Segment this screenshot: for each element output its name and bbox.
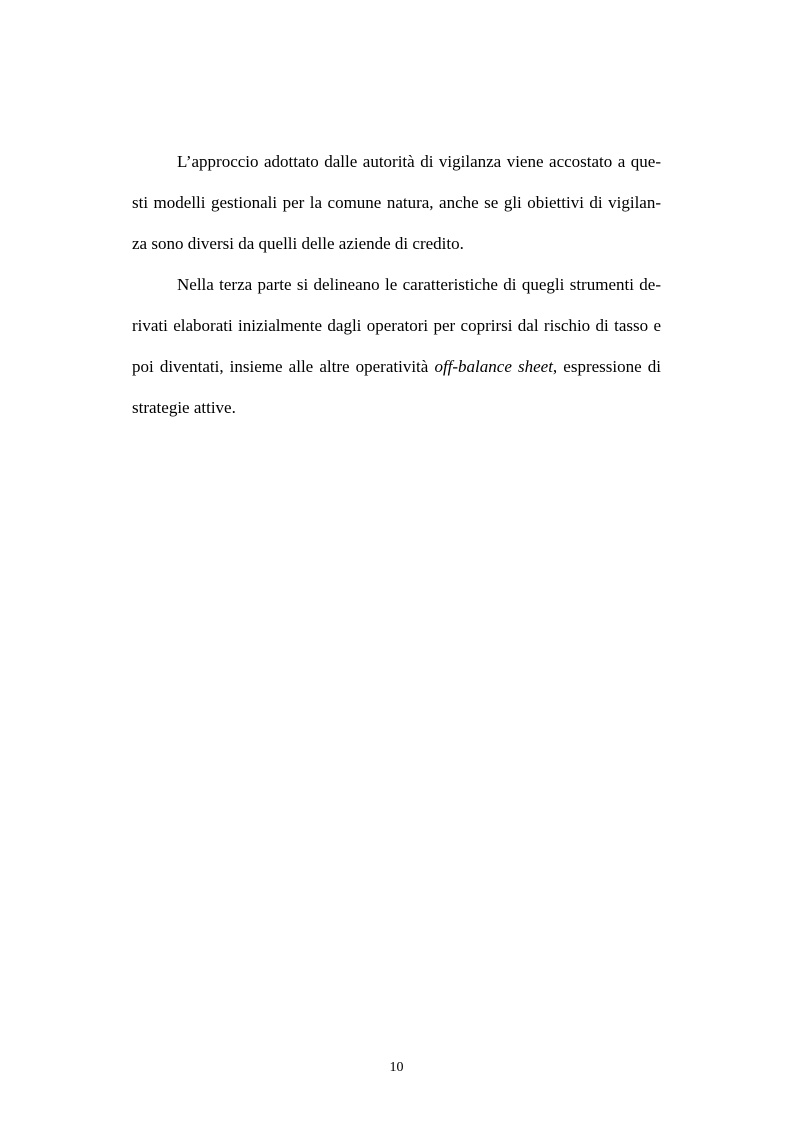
paragraph-2-line-2: rivati elaborati inizialmente dagli operatori per coprirsi dal rischio di tasso e — [132, 316, 661, 335]
paragraph-1-line-2: sti modelli gestionali per la comune natura, anche se gli obiettivi di vigilan- — [132, 193, 661, 212]
page-number: 10 — [389, 1060, 404, 1075]
paragraph-2-line-3-text-before: poi diventati, insieme alle altre operatività — [132, 357, 435, 376]
paragraph-1-line-1: L’approccio adottato dalle autorità di vigilanza viene accostato a que- — [177, 152, 661, 171]
italic-term: off-balance sheet — [434, 357, 553, 376]
paragraph-2-line-3 — [132, 356, 661, 378]
paragraph-2-line-4: strategie attive. — [132, 398, 236, 417]
paragraph-2-line-1: Nella terza parte si delineano le caratteristiche di quegli strumenti de- — [177, 275, 661, 294]
paragraph-2-line-3-text-after: , espressione di — [552, 357, 661, 376]
paragraph-1-line-3: za sono diversi da quelli delle aziende di credito. — [132, 234, 464, 253]
